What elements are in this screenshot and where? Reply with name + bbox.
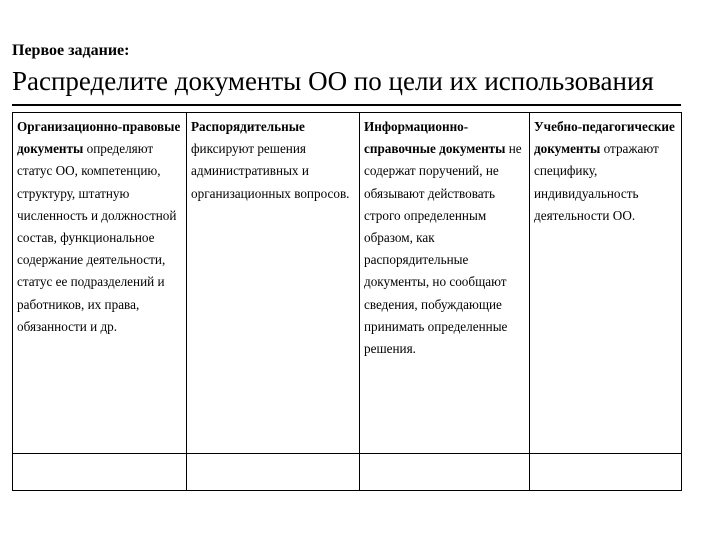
cell-educational [530, 113, 682, 454]
empty-cell[interactable] [187, 454, 360, 491]
documents-table [12, 112, 682, 491]
cell-heading: Учебно-педагогические документы [534, 119, 675, 157]
table-row-empty [13, 454, 682, 491]
cell-org-legal [13, 113, 187, 454]
cell-heading: Информационно-справочные документы [364, 119, 506, 157]
task-label: Первое задание: [12, 42, 130, 59]
empty-cell[interactable] [360, 454, 530, 491]
empty-cell[interactable] [13, 454, 187, 491]
cell-administrative [187, 113, 360, 454]
cell-text: отражают специфику, индивидуальность деятельности ОО. [534, 141, 659, 223]
cell-text: не содержат поручений, не обязывают действовать строго определенным образом, как распорядительные документы, но сообщают сведения, побуждающие принимать определенные решения. [364, 141, 522, 357]
cell-text: фиксируют решения административных и организационных вопросов. [191, 141, 350, 201]
cell-info-reference [360, 113, 530, 454]
table-row [13, 113, 682, 454]
cell-text: определяют статус ОО, компетенцию, структуру, штатную численность и должностной состав, функциональное содержание деятельности, статус ее подразделений и работников, их права, обязанности и др. [17, 141, 177, 334]
cell-heading: Организационно-правовые документы [17, 119, 181, 157]
cell-heading: Распорядительные [191, 119, 305, 134]
empty-cell[interactable] [530, 454, 682, 491]
title-underline [12, 104, 681, 106]
page-title: Распределите документы ОО по цели их использования [12, 66, 654, 96]
